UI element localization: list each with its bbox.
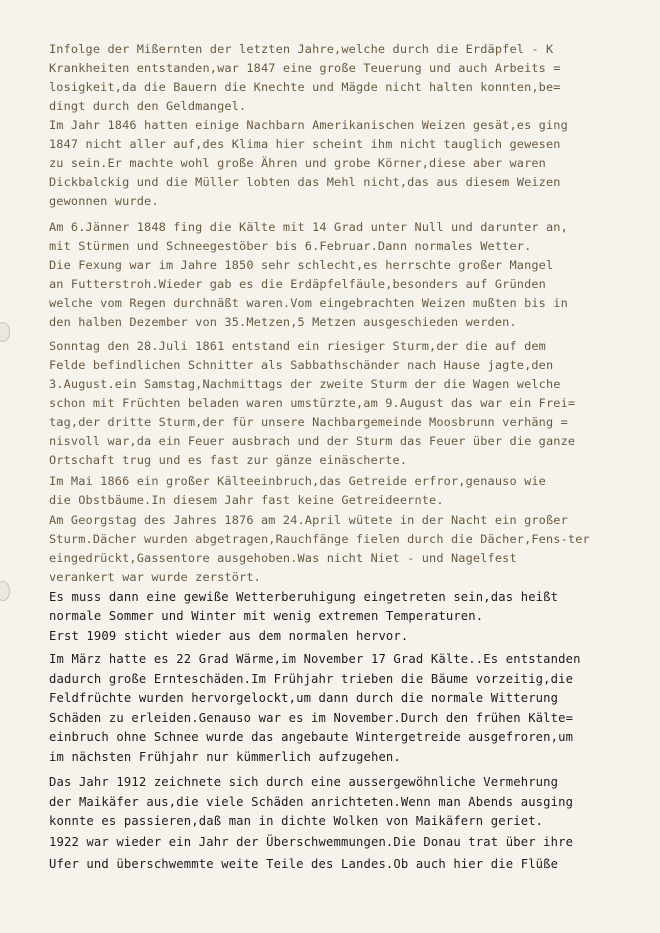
punch-hole-top (0, 322, 10, 342)
text-line: welche vom Regen durchnäßt waren.Vom eingebrachten Weizen mußten bis in (49, 296, 568, 310)
text-line: dadurch große Ernteschäden.Im Frühjahr trieben die Bäume vorzeitig,die (49, 672, 574, 686)
text-line: 1847 nicht aller auf,des Klima hier scheint ihm nicht tauglich gewesen (49, 137, 561, 151)
text-line: Schäden zu erleiden.Genauso war es im November.Durch den frühen Kälte= (49, 711, 574, 725)
text-line: konnte es passieren,daß man in dichte Wolken von Maikäfern geriet. (49, 814, 544, 828)
text-line: Im Jahr 1846 hatten einige Nachbarn Amerikanischen Weizen gesät,es ging (49, 118, 568, 132)
text-line: nisvoll war,da ein Feuer ausbrach und der Sturm das Feuer über die ganze (49, 434, 576, 448)
text-line: Am 6.Jänner 1848 fing die Kälte mit 14 Grad unter Null und darunter an, (49, 220, 568, 234)
text-line: 1922 war wieder ein Jahr der Überschwemmungen.Die Donau trat über ihre (49, 835, 574, 849)
text-line: Sturm.Dächer wurden abgetragen,Rauchfänge fielen durch die Dächer,Fens-ter (49, 532, 590, 546)
text-line: Ufer und überschwemmte weite Teile des Landes.Ob auch hier die Flüße (49, 857, 559, 871)
text-line: Im März hatte es 22 Grad Wärme,im November 17 Grad Kälte..Es entstanden (49, 652, 581, 666)
text-line: eingedrückt,Gassentore ausgehoben.Was nicht Niet - und Nagelfest (49, 551, 517, 565)
text-line: dingt durch den Geldmangel. (49, 99, 247, 113)
text-line: Felde befindlichen Schnitter als Sabbathschänder nach Hause jagte,den (49, 358, 554, 372)
text-line: Es muss dann eine gewiße Wetterberuhigung eingetreten sein,das heißt (49, 590, 559, 604)
text-line: die Obstbäume.In diesem Jahr fast keine Getreideernte. (49, 493, 444, 507)
text-line: Sonntag den 28.Juli 1861 entstand ein riesiger Sturm,der die auf dem (49, 339, 546, 353)
text-line: zu sein.Er machte wohl große Ähren und grobe Körner,diese aber waren (49, 156, 546, 170)
text-line: verankert war wurde zerstört. (49, 570, 261, 584)
text-line: mit Stürmen und Schneegestöber bis 6.Februar.Dann normales Wetter. (49, 239, 532, 253)
text-line: losigkeit,da die Bauern die Knechte und Mägde nicht halten konnten,be= (49, 80, 561, 94)
text-line: schon mit Früchten beladen waren umstürzte,am 9.August das war ein Frei= (49, 396, 576, 410)
text-line: Krankheiten entstanden,war 1847 eine große Teuerung und auch Arbeits = (49, 61, 561, 75)
text-line: Im Mai 1866 ein großer Kälteeinbruch,das Getreide erfror,genauso wie (49, 474, 546, 488)
text-line: Infolge der Mißernten der letzten Jahre,welche durch die Erdäpfel - K (49, 42, 554, 56)
text-line: Am Georgstag des Jahres 1876 am 24.April wütete in der Nacht ein großer (49, 513, 568, 527)
text-line: im nächsten Frühjahr nur kümmerlich aufzugehen. (49, 750, 401, 764)
text-line: einbruch ohne Schnee wurde das angebaute Wintergetreide ausgefroren,um (49, 730, 574, 744)
text-line: Feldfrüchte wurden hervorgelockt,um dann durch die normale Witterung (49, 691, 559, 705)
text-line: Erst 1909 sticht wieder aus dem normalen hervor. (49, 629, 409, 643)
text-line: der Maikäfer aus,die viele Schäden anrichteten.Wenn man Abends ausging (49, 795, 574, 809)
text-line: den halben Dezember von 35.Metzen,5 Metzen ausgeschieden werden. (49, 315, 517, 329)
text-line: Ortschaft trug und es fast zur gänze einäscherte. (49, 453, 408, 467)
text-line: an Futterstroh.Wieder gab es die Erdäpfelfäule,besonders auf Gründen (49, 277, 546, 291)
text-line: Dickbalckig und die Müller lobten das Mehl nicht,das aus diesem Weizen (49, 175, 561, 189)
punch-hole-bottom (0, 581, 10, 601)
text-line: Die Fexung war im Jahre 1850 sehr schlecht,es herrschte großer Mangel (49, 258, 554, 272)
text-line: tag,der dritte Sturm,der für unsere Nachbargemeinde Moosbrunn verhäng = (49, 415, 568, 429)
text-line: normale Sommer und Winter mit wenig extremen Temperaturen. (49, 609, 484, 623)
text-line: Das Jahr 1912 zeichnete sich durch eine aussergewöhnliche Vermehrung (49, 775, 559, 789)
text-line: 3.August.ein Samstag,Nachmittags der zweite Sturm der die Wagen welche (49, 377, 561, 391)
text-line: gewonnen wurde. (49, 194, 159, 208)
